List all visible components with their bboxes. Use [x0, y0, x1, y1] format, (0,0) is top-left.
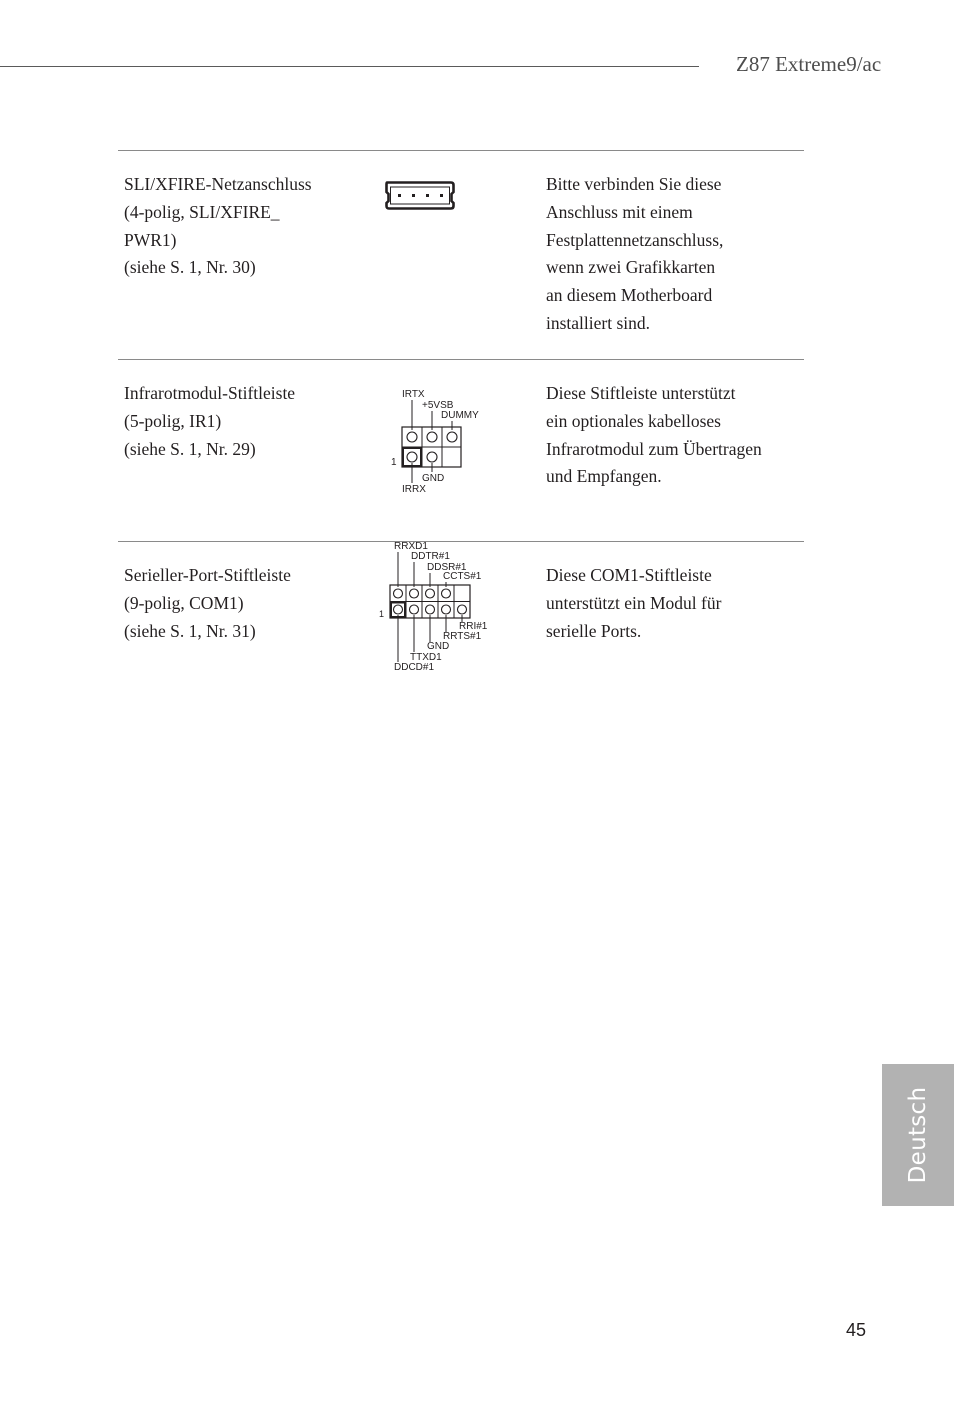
connector-description-com1	[546, 562, 721, 645]
name-line: (5-polig, IR1)	[124, 410, 222, 431]
pin-label-5vsb: +5VSB	[422, 400, 454, 411]
section-divider	[118, 150, 804, 151]
pin-label-ttxd1: TTXD1	[410, 652, 442, 663]
description-line: Anschluss mit einem	[546, 201, 693, 222]
connector-pin	[440, 194, 443, 197]
connector-name-com1	[124, 562, 291, 645]
pin	[407, 452, 417, 462]
name-line: (siehe S. 1, Nr. 30)	[124, 257, 256, 278]
description-line: und Empfangen.	[546, 466, 662, 487]
pin-label-rrxd1: RRXD1	[394, 541, 428, 552]
pin-label-rri1: RRI#1	[459, 621, 488, 632]
description-line: installiert sind.	[546, 312, 651, 333]
language-tab-label: Deutsch	[905, 1086, 931, 1184]
connector-name-sli-xfire	[124, 171, 312, 282]
description-line: unterstützt ein Modul für	[546, 592, 722, 613]
name-line: Infrarotmodul-Stiftleiste	[124, 383, 296, 403]
pin-number-1: 1	[379, 609, 385, 619]
pin	[426, 589, 435, 598]
pin-label-ddtr1: DDTR#1	[411, 551, 450, 562]
header-rule	[0, 66, 699, 67]
description-line: Infrarotmodul zum Übertragen	[546, 438, 762, 459]
pin-label-ddcd1: DDCD#1	[394, 662, 435, 673]
pin-label-dummy: DUMMY	[441, 410, 479, 421]
name-line: Serieller-Port-Stiftleiste	[124, 565, 291, 585]
connector-pin	[426, 194, 429, 197]
pin	[410, 605, 419, 614]
name-line: PWR1)	[124, 229, 177, 250]
pin	[442, 589, 451, 598]
pin	[410, 589, 419, 598]
pin-label-rrts1: RRTS#1	[443, 631, 482, 642]
connector-housing	[387, 183, 454, 209]
pin-label-gnd: GND	[427, 641, 450, 652]
pin-label-irrx: IRRX	[402, 484, 426, 495]
pin	[394, 589, 403, 598]
name-line: (9-polig, COM1)	[124, 592, 244, 613]
description-line: Diese Stiftleiste unterstützt	[546, 383, 736, 403]
description-line: wenn zwei Grafikkarten	[546, 257, 716, 278]
pin	[442, 605, 451, 614]
pin	[407, 432, 417, 442]
pin	[458, 605, 467, 614]
pin-label-irtx: IRTX	[402, 389, 425, 400]
description-line: Festplattennetzanschluss,	[546, 229, 724, 250]
pin-label-gnd: GND	[422, 473, 445, 484]
pin	[426, 605, 435, 614]
pin	[394, 605, 403, 614]
name-line: (4-polig, SLI/XFIRE_	[124, 201, 280, 222]
pin-label-ccts1: CCTS#1	[443, 571, 482, 582]
description-line: Bitte verbinden Sie diese	[546, 174, 722, 194]
connector-description-ir	[546, 380, 762, 491]
language-tab	[882, 1064, 954, 1206]
pin-number-1: 1	[391, 457, 397, 468]
description-line: ein optionales kabelloses	[546, 410, 721, 431]
connector-name-ir	[124, 380, 295, 463]
name-line: (siehe S. 1, Nr. 31)	[124, 620, 256, 641]
connector-description-sli-xfire	[546, 171, 723, 338]
pin	[427, 452, 437, 462]
name-line: SLI/XFIRE-Netzanschluss	[124, 174, 312, 194]
header-title: Z87 Extreme9/ac	[736, 52, 882, 76]
description-line: an diesem Motherboard	[546, 285, 713, 306]
sli-xfire-connector-diagram	[384, 181, 456, 211]
pin-label-ddsr1: DDSR#1	[427, 562, 467, 573]
connector-pin	[398, 194, 401, 197]
pin	[447, 432, 457, 442]
section-divider	[118, 359, 804, 360]
connector-pin	[412, 194, 415, 197]
description-line: serielle Ports.	[546, 620, 642, 641]
name-line: (siehe S. 1, Nr. 29)	[124, 438, 256, 459]
ir-header-diagram	[388, 386, 498, 498]
description-line: Diese COM1-Stiftleiste	[546, 565, 712, 585]
pin	[427, 432, 437, 442]
page-number: 45	[846, 1320, 867, 1340]
com1-header-diagram	[376, 540, 504, 674]
